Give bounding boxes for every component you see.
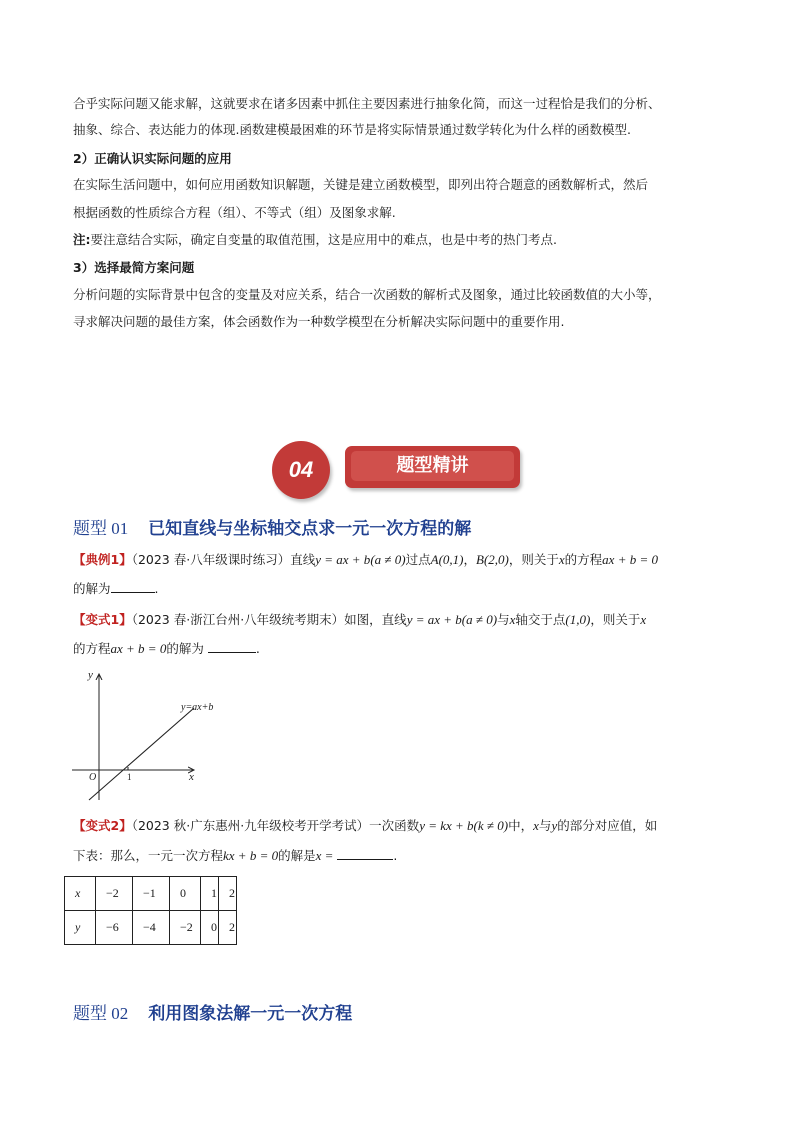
intro-line-2: 抽象、综合、表达能力的体现.函数建模最困难的环节是将实际情景通过数学转化为什么样的函数模型. xyxy=(73,122,631,137)
example1-point-a: A(0,1) xyxy=(430,552,464,567)
variant1-text-4: 的方程 xyxy=(73,641,111,656)
example1-text-3: 的方程 xyxy=(564,552,603,567)
section-title-banner xyxy=(345,446,520,488)
intro-line-5: 分析问题的实际背景中包含的变量及对应关系，结合一次函数的解析式及图象，通过比较函数值的大小等， xyxy=(73,287,661,302)
origin-label: O xyxy=(89,772,97,783)
variant2-text-2: 与 xyxy=(538,818,552,833)
variant2-text-4: 下表：那么，一元一次方程 xyxy=(73,848,224,863)
example1-answer-blank[interactable] xyxy=(111,580,155,593)
x-tick-label: 1 xyxy=(127,772,132,782)
variant1-point: (1,0) xyxy=(565,612,591,627)
variant2-equation: y = kx + b xyxy=(419,818,474,833)
heading-2: 2）正确认识实际问题的应用 xyxy=(73,151,232,166)
variant2-answer-blank[interactable] xyxy=(337,847,393,860)
table-cell: −2 xyxy=(96,877,133,911)
table-cell: 0 xyxy=(170,877,201,911)
values-table xyxy=(64,876,237,945)
variant1-tag: 【变式1】 xyxy=(73,612,132,627)
example1-condition: (a ≠ 0) xyxy=(370,552,406,567)
table-cell: −2 xyxy=(170,911,201,945)
variant1-line-1 xyxy=(73,611,646,629)
variant2-var-x: x xyxy=(533,818,539,833)
section-number-badge: 04 xyxy=(272,441,330,499)
variant2-var-y: y xyxy=(551,818,558,833)
x-axis-label: x xyxy=(189,771,194,783)
example1-tag: 【典例1】 xyxy=(73,552,132,567)
variant1-end: . xyxy=(255,641,260,656)
type02-title: 利用图象法解一元一次方程 xyxy=(148,1004,353,1024)
variant2-answer-label: 的解是 xyxy=(278,848,316,863)
example1-point-b: B(2,0) xyxy=(476,552,509,567)
variant2-x-equals: x = xyxy=(315,848,334,863)
table-row xyxy=(65,911,237,945)
y-axis-label: y xyxy=(88,669,93,681)
variant1-text-1: 与 xyxy=(497,612,510,627)
type01-number: 题型 01 xyxy=(73,519,129,538)
table-row xyxy=(65,877,237,911)
variant1-equation: y = ax + b xyxy=(406,612,462,627)
type01-heading xyxy=(73,514,471,539)
function-line xyxy=(89,708,194,800)
type02-heading xyxy=(73,999,352,1024)
type01-title: 已知直线与坐标轴交点求一元一次方程的解 xyxy=(148,519,472,539)
example1-sep: ， xyxy=(463,552,476,567)
variant1-source: （2023 春·浙江台州·八年级统考期末）如图，直线 xyxy=(131,612,407,627)
example1-var: x xyxy=(558,552,565,567)
variant1-line-2 xyxy=(73,640,260,658)
heading-3: 3）选择最简方案问题 xyxy=(73,260,195,275)
variant2-text-1: 中， xyxy=(508,818,534,833)
variant2-tag: 【变式2】 xyxy=(73,818,132,833)
table-cell: −1 xyxy=(133,877,170,911)
example1-line-1 xyxy=(73,551,658,569)
function-graph xyxy=(68,668,228,808)
example1-line-2 xyxy=(73,580,159,598)
section-title: 题型精讲 xyxy=(351,451,514,481)
variant2-condition: (k ≠ 0) xyxy=(473,818,509,833)
variant1-answer-label: 的解为 xyxy=(166,641,204,656)
example1-end: . xyxy=(154,581,159,596)
example1-text-2: ，则关于 xyxy=(508,552,559,567)
table-cell: x xyxy=(65,877,96,911)
intro-line-3: 在实际生活问题中，如何应用函数知识解题，关键是建立函数模型，即列出符合题意的函数解析式，然后 xyxy=(73,177,649,192)
variant2-end: . xyxy=(393,848,398,863)
variant2-line-2 xyxy=(73,847,397,865)
example1-source: （2023 春·八年级课时练习）直线 xyxy=(131,552,316,567)
variant2-text-3: 的部分对应值，如 xyxy=(557,818,658,833)
variant2-line-1 xyxy=(73,817,657,835)
table-cell: −6 xyxy=(96,911,133,945)
line-label: y=ax+b xyxy=(181,702,214,713)
intro-line-1: 合乎实际问题又能求解，这就要求在诸多因素中抓住主要因素进行抽象化简，而这一过程恰是我们的分析、 xyxy=(73,96,661,111)
table-cell: −4 xyxy=(133,911,170,945)
note-line xyxy=(73,231,557,249)
variant1-var: x xyxy=(509,612,516,627)
variant1-answer-blank[interactable] xyxy=(208,640,256,653)
example1-text-1: 过点 xyxy=(405,552,431,567)
variant1-text-2: 轴交于点 xyxy=(515,612,566,627)
table-cell: y xyxy=(65,911,96,945)
intro-line-4: 根据函数的性质综合方程（组）、不等式（组）及图象求解. xyxy=(73,205,396,220)
intro-line-6: 寻求解决问题的最佳方案，体会函数作为一种数学模型在分析解决实际问题中的重要作用. xyxy=(73,314,565,329)
type02-number: 题型 02 xyxy=(73,1004,129,1023)
example1-answer-label: 的解为 xyxy=(73,581,111,596)
table-cell: 0 xyxy=(201,911,219,945)
variant1-var-2: x xyxy=(640,612,647,627)
table-cell: 1 xyxy=(201,877,219,911)
variant1-text-3: ，则关于 xyxy=(590,612,641,627)
example1-equation-2: ax + b = 0 xyxy=(602,552,658,567)
note-label: 注: xyxy=(73,232,91,247)
table-cell: 2 xyxy=(219,877,237,911)
note-text: 要注意结合实际，确定自变量的取值范围，这是应用中的难点，也是中考的热门考点. xyxy=(90,232,557,247)
variant2-equation-2: kx + b = 0 xyxy=(223,848,279,863)
variant1-equation-2: ax + b = 0 xyxy=(110,641,167,656)
variant1-condition: (a ≠ 0) xyxy=(461,612,498,627)
variant2-source: （2023 秋·广东惠州·九年级校考开学考试）一次函数 xyxy=(131,818,420,833)
table-cell: 2 xyxy=(219,911,237,945)
example1-equation: y = ax + b xyxy=(315,552,371,567)
